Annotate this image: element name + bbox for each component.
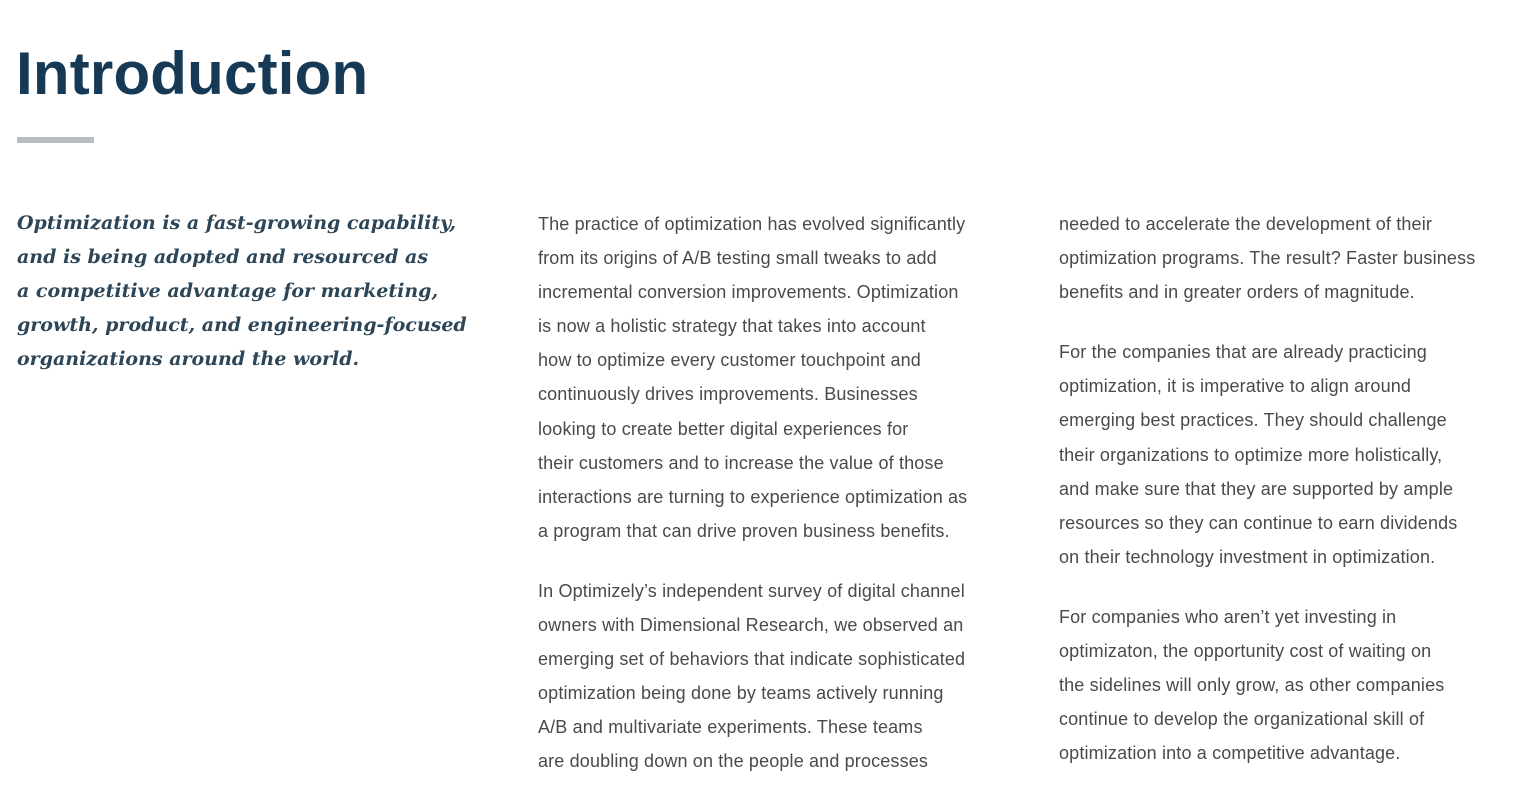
body-line: their organizations to optimize more holistically, <box>1059 444 1443 465</box>
body-column-2 <box>1059 207 1529 796</box>
body-line: The practice of optimization has evolved significantly <box>538 214 966 234</box>
lead-line: organizations around the world. <box>17 348 360 370</box>
lead-line: and is being adopted and resourced as <box>17 246 429 268</box>
body-line: a program that can drive proven business benefits. <box>538 520 950 541</box>
body-line: incremental conversion improvements. Optimization <box>538 282 959 303</box>
lead-paragraph <box>17 206 477 376</box>
body-line: continuously drives improvements. Businesses <box>538 384 918 405</box>
body-paragraph <box>1059 207 1529 309</box>
body-line: optimization being done by teams actively running <box>538 683 944 704</box>
body-paragraph <box>538 574 1008 779</box>
body-line: looking to create better digital experiences for <box>538 418 909 439</box>
body-line: the sidelines will only grow, as other companies <box>1059 675 1445 696</box>
body-line: emerging best practices. They should challenge <box>1059 410 1447 431</box>
body-line: needed to accelerate the development of their <box>1059 214 1432 234</box>
lead-line: a competitive advantage for marketing, <box>17 280 439 302</box>
body-line: resources so they can continue to earn dividends <box>1059 512 1458 533</box>
body-line: optimization, it is imperative to align around <box>1059 376 1412 397</box>
page-title: Introduction <box>16 40 369 107</box>
lead-line: growth, product, and engineering-focused <box>17 314 467 336</box>
body-line: emerging set of behaviors that indicate sophisticated <box>538 649 966 670</box>
body-line: In Optimizely’s independent survey of digital channel <box>538 580 965 601</box>
body-line: optimization programs. The result? Faster business <box>1059 248 1476 269</box>
body-line: are doubling down on the people and processes <box>538 751 929 772</box>
body-line: interactions are turning to experience optimization as <box>538 486 968 507</box>
body-line: from its origins of A/B testing small tweaks to add <box>538 248 937 269</box>
body-line: how to optimize every customer touchpoint and <box>538 350 921 371</box>
body-line: For the companies that are already practicing <box>1059 342 1427 363</box>
body-line: continue to develop the organizational skill of <box>1059 709 1425 730</box>
body-line: benefits and in greater orders of magnitude. <box>1059 282 1415 303</box>
body-column-1 <box>538 207 1008 802</box>
body-line: their customers and to increase the value of those <box>538 452 944 473</box>
body-line: and make sure that they are supported by ample <box>1059 478 1454 499</box>
body-line: optimizaton, the opportunity cost of waiting on <box>1059 641 1432 662</box>
body-paragraph <box>538 207 1008 548</box>
body-paragraph <box>1059 600 1529 770</box>
body-paragraph <box>1059 335 1529 574</box>
body-line: For companies who aren’t yet investing in <box>1059 606 1397 627</box>
body-line: optimization into a competitive advantage. <box>1059 743 1401 764</box>
title-underline-rule <box>17 137 94 143</box>
body-line: on their technology investment in optimization. <box>1059 546 1436 567</box>
body-line: A/B and multivariate experiments. These teams <box>538 717 923 738</box>
body-line: owners with Dimensional Research, we observed an <box>538 615 964 636</box>
body-line: is now a holistic strategy that takes into account <box>538 316 926 337</box>
lead-line: Optimization is a fast-growing capability, <box>17 212 456 234</box>
